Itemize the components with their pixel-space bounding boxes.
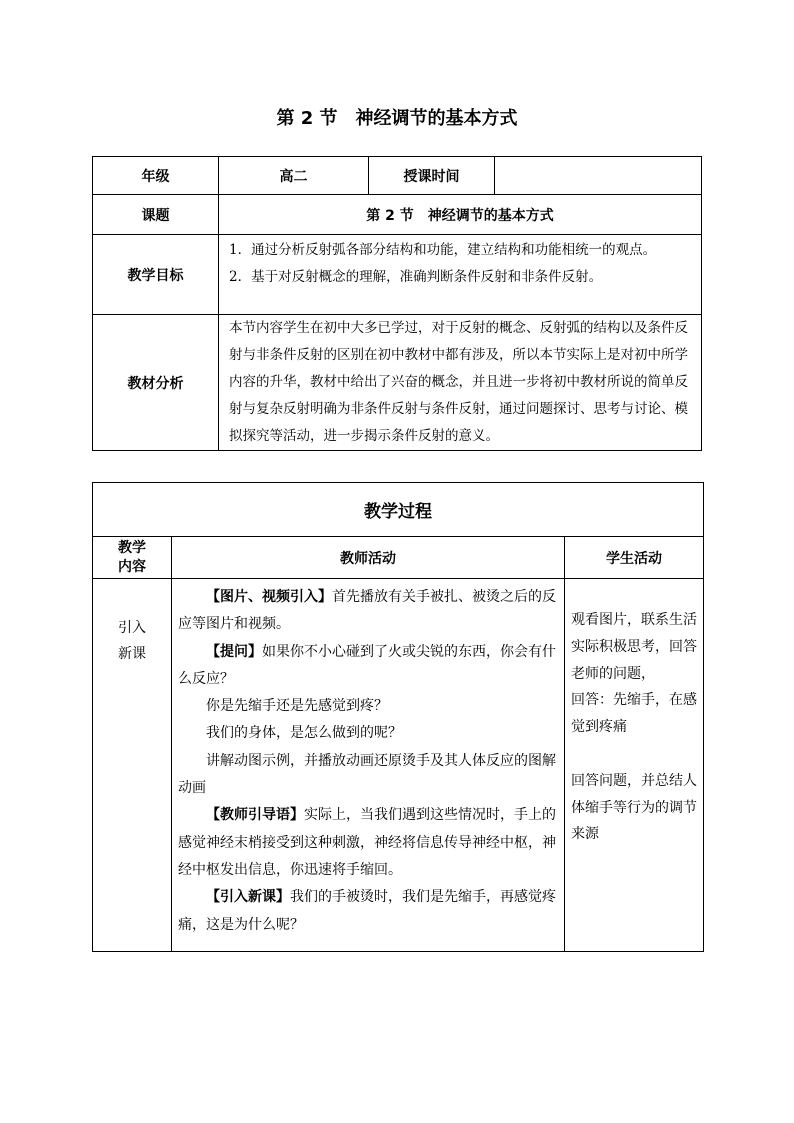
teacher-paragraph xyxy=(178,639,558,694)
process-heading: 教学过程 xyxy=(93,483,704,537)
teacher-paragraph-text: 我们的手被烫时，我们是先缩手，再感觉疼痛，这是为什么呢？ xyxy=(178,889,556,933)
goals-list xyxy=(219,235,702,315)
grade-value: 高二 xyxy=(219,157,369,195)
analysis-text: 本节内容学生在初中大多已学过，对于反射的概念、反射弧的结构以及条件反射与非条件反射的区别在初中教材中都有涉及，所以本节实际上是对初中所学内容的升华，教材中给出了兴奋的概念，并且进一步将初中教材所说的简单反射与复杂反射明确为非条件反射与条件反射，通过问题探讨、思考与讨论、模拟探究等活动，进一步揭示条件反射的意义。 xyxy=(219,315,702,451)
content-intro-line2: 新课 xyxy=(118,646,146,662)
time-label: 授课时间 xyxy=(369,157,495,195)
col-header-student: 学生活动 xyxy=(565,537,704,579)
teacher-bracket-label: 【提问】 xyxy=(206,643,262,660)
teacher-activity-cell xyxy=(172,579,565,952)
teacher-bracket-label: 【图片、视频引入】 xyxy=(206,589,332,605)
goals-label: 教学目标 xyxy=(93,235,219,315)
spacer xyxy=(571,741,699,768)
student-activity-text: 观看图片，联系生活实际积极思考，回答老师的问题， xyxy=(571,612,697,682)
col-header-content xyxy=(93,537,172,579)
teacher-paragraph xyxy=(178,802,558,884)
teacher-paragraph-text: 你是先缩手还是先感觉到疼？ xyxy=(206,698,388,715)
analysis-label: 教材分析 xyxy=(93,315,219,451)
time-value xyxy=(495,157,702,195)
teaching-process-table xyxy=(92,482,704,952)
col-header-content-line1: 教学 xyxy=(118,539,146,556)
page-title: 第 2 节 神经调节的基本方式 xyxy=(276,108,518,129)
student-activity-text: 回答问题，并总结人体缩手等行为的调节来源 xyxy=(571,772,697,843)
teacher-paragraph-text: 我们的身体，是怎么做到的呢？ xyxy=(206,725,402,742)
content-intro-line1: 引入 xyxy=(118,620,146,636)
teacher-paragraph-text: 实际上，当我们遇到这些情况时，手上的感觉神经末梢接受到这种刺激，神经将信息传导神经中枢，神经中枢发出信息，你迅速将手缩回。 xyxy=(178,807,556,878)
teacher-paragraph-text: 如果你不小心碰到了火或尖锐的东西，你会有什么反应？ xyxy=(178,643,556,687)
teacher-paragraph xyxy=(178,748,558,803)
col-header-content-line2: 内容 xyxy=(118,558,146,575)
goal-item: 2．基于对反射概念的理解，准确判断条件反射和非条件反射。 xyxy=(229,269,603,285)
lesson-info-table xyxy=(92,156,702,451)
content-cell-intro xyxy=(93,579,172,952)
teacher-paragraph xyxy=(178,884,558,939)
teacher-paragraph xyxy=(178,693,558,720)
grade-label: 年级 xyxy=(93,157,219,195)
topic-value: 第 2 节 神经调节的基本方式 xyxy=(219,195,702,235)
teacher-paragraph-text: 首先播放有关手被扎、被烫之后的反应等图片和视频。 xyxy=(178,589,556,633)
teacher-paragraph xyxy=(178,720,558,747)
teacher-paragraph xyxy=(178,584,558,639)
student-activity-cell xyxy=(565,579,704,952)
topic-label: 课题 xyxy=(93,195,219,235)
col-header-teacher: 教师活动 xyxy=(172,537,565,579)
teacher-paragraph-text: 讲解动图示例，并播放动画还原烫手及其人体反应的图解动画 xyxy=(178,752,556,797)
teacher-bracket-label: 【引入新课】 xyxy=(206,889,290,906)
teacher-bracket-label: 【教师引导语】 xyxy=(206,807,304,824)
goal-item: 1．通过分析反射弧各部分结构和功能，建立结构和功能相统一的观点。 xyxy=(229,242,657,258)
student-activity-text: 回答：先缩手，在感觉到疼痛 xyxy=(571,692,697,736)
